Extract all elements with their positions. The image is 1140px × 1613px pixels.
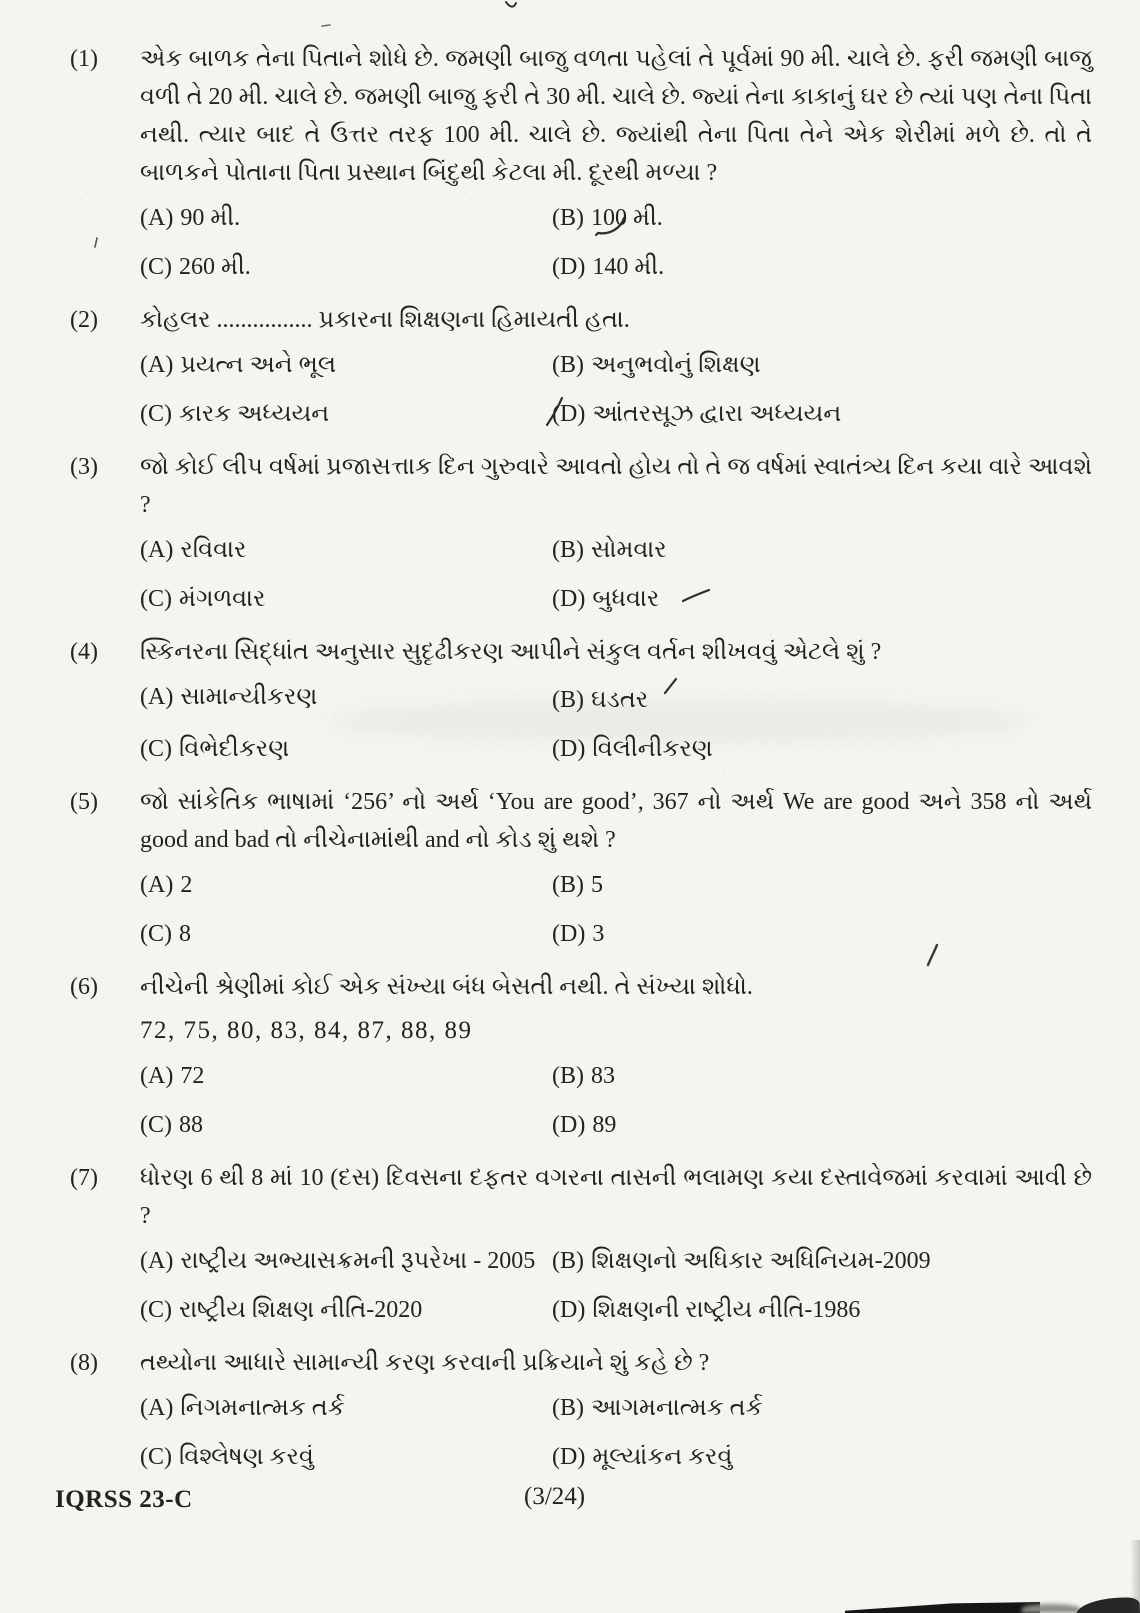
option-label: (C): [140, 586, 172, 612]
option-label: (D): [552, 586, 586, 612]
option-label: (B): [552, 1248, 584, 1274]
option-text: વિભેદીકરણ: [179, 736, 290, 762]
scan-artifact-edge-shade: [1130, 1540, 1140, 1613]
option-text: વિશ્લેષણ કરવું: [179, 1444, 314, 1470]
footer-page-number: (3/24): [524, 1483, 586, 1510]
option-c: [140, 1105, 552, 1145]
option-text: 72: [180, 1063, 205, 1089]
options-grid: [140, 1388, 1092, 1477]
option-label: (B): [552, 1395, 584, 1421]
footer-booklet-code: IQRSS 23-C: [55, 1486, 193, 1513]
option-text: રાષ્ટ્રીય શિક્ષણ નીતિ-2020: [179, 1297, 423, 1323]
options-grid: [140, 530, 1092, 619]
question-number: (7): [70, 1165, 98, 1191]
option-label: (A): [140, 1248, 174, 1274]
option-text: 3: [592, 921, 605, 947]
option-b: [552, 1056, 1092, 1096]
question-body: [140, 40, 1092, 287]
option-label: (C): [140, 1112, 172, 1138]
question-number: (6): [70, 974, 98, 1000]
option-d: [552, 394, 1092, 434]
option-text: 2: [180, 872, 193, 898]
option-c: [140, 394, 552, 434]
option-text: નિગમનાત્મક તર્ક: [180, 1395, 345, 1421]
question: [70, 301, 1092, 434]
pen-mark: [681, 588, 711, 604]
option-d: [552, 1437, 1092, 1477]
number-series: 72, 75, 80, 83, 84, 87, 88, 89: [140, 1017, 473, 1044]
question-text: એક બાળક તેના પિતાને શોધે છે. જમણી બાજુ વળતા પહેલાં તે પૂર્વમાં 90 મી. ચાલે છે. ફરી જમણી બાજુ વળી તે 20 મી. ચાલે છે. જમણી બાજુ ફરી તે 30 મી. ચાલે છે. જ્યાં તેના કાકાનું ઘર છે ત્યાં પણ તેના પિતા નથી. ત્યાર બાદ તે ઉત્તર તરફ 100 મી. ચાલે છે. જ્યાંથી તેના પિતા તેને એક શેરીમાં મળે છે. તો તે બાળકને પોતાના પિતા પ્રસ્થાન બિંદુથી કેટલા મી. દૂરથી મળ્યા ?: [140, 46, 1092, 186]
option-text: શિક્ષણની રાષ્ટ્રીય નીતિ-1986: [592, 1297, 861, 1323]
option-label: (B): [552, 205, 584, 231]
option-a: [140, 677, 552, 720]
option-c: [140, 1290, 552, 1330]
option-a: [140, 1388, 552, 1428]
question-body: [140, 448, 1092, 619]
option-label: (C): [140, 1297, 172, 1323]
option-label: (B): [552, 537, 584, 563]
pen-mark: [924, 942, 940, 968]
option-label: (A): [140, 872, 174, 898]
question: [70, 1159, 1092, 1330]
question-number: (5): [70, 789, 98, 815]
option-d: [552, 914, 1092, 954]
question: [70, 1344, 1092, 1477]
question-text: તથ્યોના આધારે સામાન્યી કરણ કરવાની પ્રક્રિયાને શું કહે છે ?: [140, 1350, 710, 1376]
question-text: જો સાંકેતિક ભાષામાં ‘256’ નો અર્થ ‘You are good’, 367 નો અર્થ We are good અને 358 નો અર્થ good and bad તો નીચેનામાંથી and નો કોડ શું થશે ?: [140, 789, 1092, 853]
option-b: [552, 865, 1092, 905]
option-b: [552, 677, 1092, 720]
option-d: [552, 247, 1092, 287]
option-label: (D): [552, 921, 586, 947]
option-a: [140, 865, 552, 905]
question-body: [140, 301, 1092, 434]
options-grid: [140, 345, 1092, 434]
option-text: 88: [179, 1112, 203, 1138]
question-body: [140, 1344, 1092, 1477]
option-text: મંગળવાર: [179, 586, 266, 612]
option-text: રાષ્ટ્રીય અભ્યાસક્રમની રૂપરેખા - 2005: [180, 1248, 536, 1274]
option-label: (A): [140, 352, 174, 378]
option-label: (C): [140, 736, 172, 762]
option-a: [140, 1056, 552, 1096]
option-label: (D): [552, 1112, 586, 1138]
option-label: (D): [552, 736, 586, 762]
question-text: નીચેની શ્રેણીમાં કોઈ એક સંખ્યા બંધ બેસતી નથી. તે સંખ્યા શોધો.: [140, 974, 753, 1000]
scan-artifact-bottom-smear: [1022, 1604, 1080, 1613]
option-label: (B): [552, 687, 584, 713]
option-a: [140, 1241, 552, 1281]
option-label: (C): [140, 921, 172, 947]
option-label: (C): [140, 254, 172, 280]
option-d: [552, 729, 1092, 769]
option-text: 140 મી.: [592, 254, 665, 280]
option-c: [140, 247, 552, 287]
option-c: [140, 1437, 552, 1477]
option-d: [552, 579, 1092, 619]
question: [70, 968, 1092, 1145]
question-body: [140, 1159, 1092, 1330]
option-text: 260 મી.: [179, 254, 251, 280]
option-label: (A): [140, 537, 174, 563]
option-b: [552, 530, 1092, 570]
option-c: [140, 729, 552, 769]
pen-mark: [92, 236, 100, 250]
option-text: 90 મી.: [180, 205, 241, 231]
option-text: આગમનાત્મક તર્ક: [591, 1395, 763, 1421]
option-label: (D): [552, 401, 586, 427]
question-text: ધોરણ 6 થી 8 માં 10 (દસ) દિવસના દફતર વગરના તાસની ભલામણ કયા દસ્તાવેજમાં કરવામાં આવી છે ?: [140, 1165, 1092, 1229]
option-d: [552, 1290, 1092, 1330]
option-text: અનુભવોનું શિક્ષણ: [591, 352, 761, 378]
question: [70, 448, 1092, 619]
question-body: [140, 633, 1092, 769]
option-text: 5: [591, 872, 603, 898]
question-text: જો કોઈ લીપ વર્ષમાં પ્રજાસત્તાક દિન ગુરુવારે આવતો હોય તો તે જ વર્ષમાં સ્વાતંત્ર્ય દિન કયા વારે આવશે ?: [140, 454, 1092, 518]
scan-artifact-speck: [320, 22, 332, 30]
scan-artifact-bottom-band: [845, 1602, 1040, 1613]
option-text: રવિવાર: [180, 537, 247, 563]
option-label: (C): [140, 1444, 172, 1470]
options-grid: [140, 1056, 1092, 1145]
option-text: સોમવાર: [591, 537, 667, 563]
option-text: આંતરસૂઝ દ્વારા અધ્યયન: [592, 401, 842, 427]
option-label: (C): [140, 401, 172, 427]
question: [70, 633, 1092, 769]
options-grid: [140, 1241, 1092, 1330]
option-b: [552, 1388, 1092, 1428]
option-text: 8: [179, 921, 191, 947]
option-label: (D): [552, 1444, 586, 1470]
pen-mark: [663, 677, 678, 695]
question-body: [140, 783, 1092, 954]
question-number: (2): [70, 307, 98, 333]
option-b: [552, 1241, 1092, 1281]
question-number: (8): [70, 1350, 98, 1376]
question: [70, 783, 1092, 954]
option-a: [140, 345, 552, 385]
pen-mark: [594, 216, 628, 240]
question: [70, 40, 1092, 287]
options-grid: [140, 198, 1092, 287]
option-label: (A): [140, 684, 174, 710]
option-text: મૂલ્યાંકન કરવું: [592, 1444, 733, 1470]
option-label: (B): [552, 1063, 584, 1089]
question-body: [140, 968, 1092, 1145]
option-label: (A): [140, 205, 174, 231]
question-number: (1): [70, 46, 98, 72]
option-text: 83: [591, 1063, 615, 1089]
question-text: સ્કિનરના સિદ્ધાંત અનુસાર સુદૃઢીકરણ આપીને સંકુલ વર્તન શીખવવું એટલે શું ?: [140, 639, 882, 665]
options-grid: [140, 865, 1092, 954]
option-label: (D): [552, 1297, 586, 1323]
option-text: શિક્ષણનો અધિકાર અધિનિયમ-2009: [591, 1248, 931, 1274]
option-c: [140, 579, 552, 619]
options-grid: [140, 677, 1092, 769]
option-text: પ્રયત્ન અને ભૂલ: [180, 352, 337, 378]
option-text: ઘડતર: [591, 687, 649, 713]
option-label: (B): [552, 872, 584, 898]
question-number: (4): [70, 639, 98, 665]
option-d: [552, 1105, 1092, 1145]
option-a: [140, 530, 552, 570]
pen-mark: [545, 396, 565, 428]
question-text: કોહલર ................ પ્રકારના શિક્ષણના હિમાયતી હતા.: [140, 307, 630, 333]
option-b: [552, 198, 1092, 238]
option-label: (A): [140, 1395, 174, 1421]
scan-artifact-cut-glyph: [504, 0, 518, 10]
option-text: 89: [592, 1112, 617, 1138]
option-label: (B): [552, 352, 584, 378]
option-text: 100 મી.: [591, 205, 663, 231]
option-c: [140, 914, 552, 954]
option-text: બુધવાર: [592, 586, 660, 612]
option-b: [552, 345, 1092, 385]
option-text: કારક અધ્યયન: [179, 401, 330, 427]
option-text: વિલીનીકરણ: [592, 736, 713, 762]
option-label: (D): [552, 254, 586, 280]
option-a: [140, 198, 552, 238]
option-text: સામાન્યીકરણ: [180, 684, 318, 710]
option-label: (A): [140, 1063, 174, 1089]
question-list: [70, 40, 1092, 1491]
question-number: (3): [70, 454, 98, 480]
